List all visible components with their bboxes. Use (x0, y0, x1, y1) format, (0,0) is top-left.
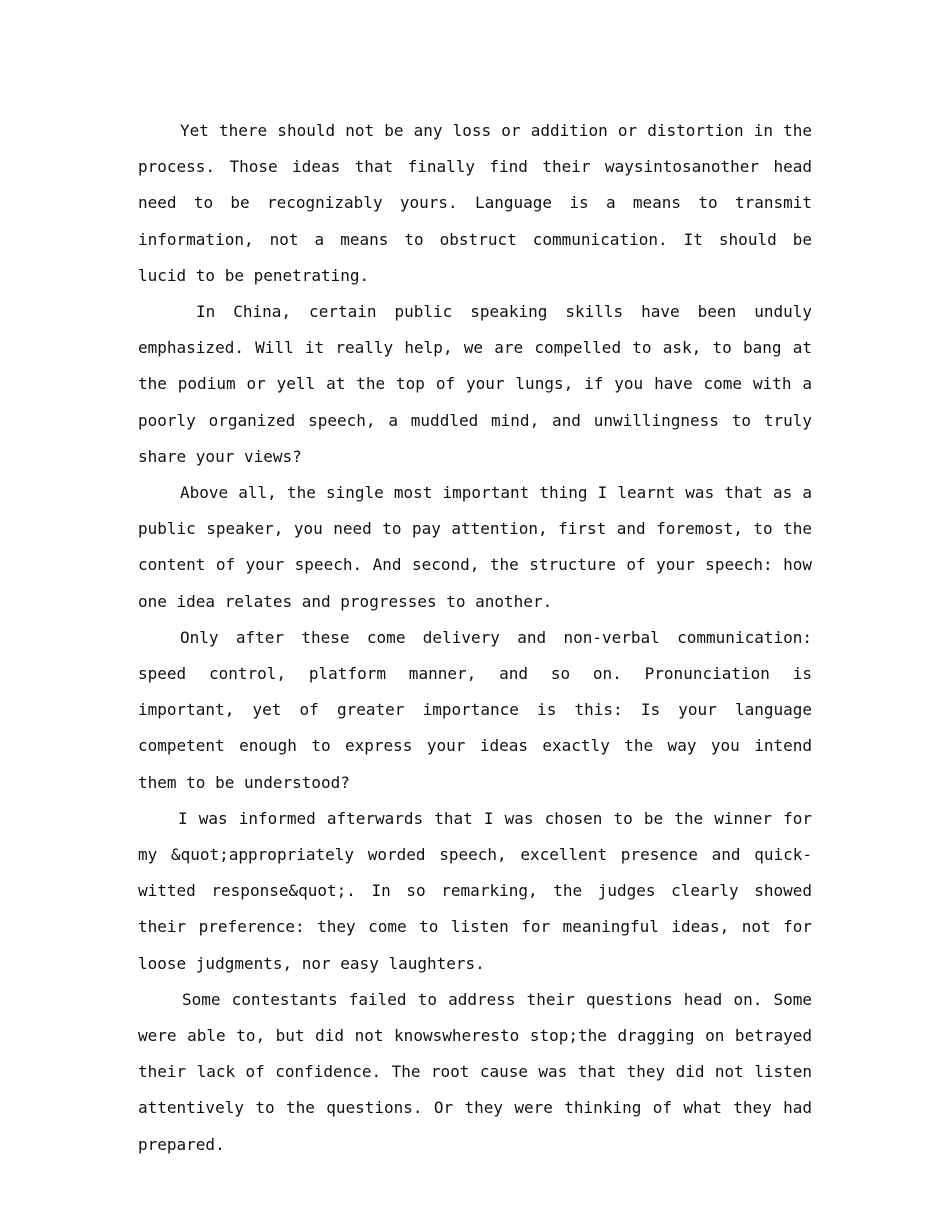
paragraph-6: Some contestants failed to address their questions head on. Some were able to, but did not knowswheresto stop;the dragging on betrayed their lack of confidence. The root cause was that they did not listen attentively to the questions. Or they were thinking of what they had prepared. (138, 989, 812, 1154)
paragraph-3: Above all, the single most important thing I learnt was that as a public speaker, you need to pay attention, first and foremost, to the content of your speech. And second, the structure of your speech: how one idea relates and progresses to another. (138, 483, 812, 611)
document-body (138, 113, 812, 1163)
paragraph-5: I was informed afterwards that I was chosen to be the winner for my &quot;appropriately worded speech, excellent presence and quick-witted response&quot;. In so remarking, the judges clearly showed their preference: they come to listen for meaningful ideas, not for loose judgments, nor easy laughters. (138, 808, 812, 973)
paragraph-2: In China, certain public speaking skills have been unduly emphasized. Will it really help, we are compelled to ask, to bang at the podium or yell at the top of your lungs, if you have come with a poorly organized speech, a muddled mind, and unwillingness to truly share your views? (138, 302, 812, 466)
paragraph-4: Only after these come delivery and non-verbal communication: speed control, platform manner, and so on. Pronunciation is important, yet of greater importance is this: Is your language competent enough to express your ideas exactly the way you intend them to be understood? (138, 627, 812, 792)
paragraph-1: Yet there should not be any loss or addition or distortion in the process. Those ideas that finally find their waysintosanother head need to be recognizably yours. Language is a means to transmit information, not a means to obstruct communication. It should be lucid to be penetrating. (138, 121, 812, 285)
